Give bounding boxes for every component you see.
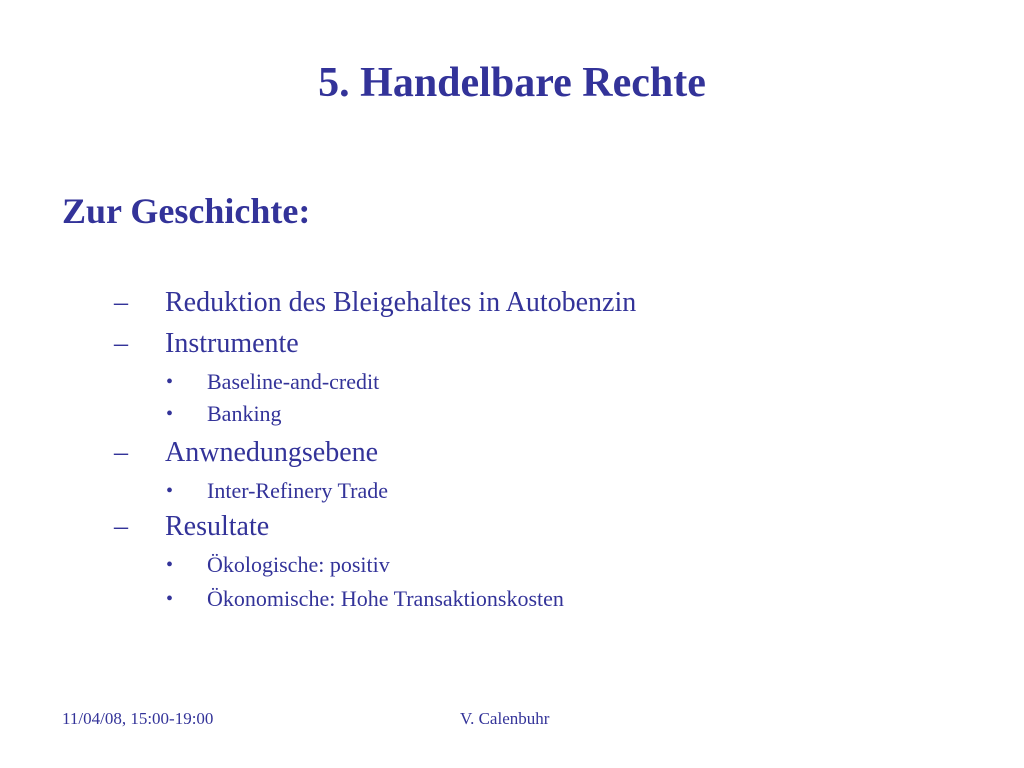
list-item [0, 509, 1024, 545]
slide-title: 5. Handelbare Rechte [318, 60, 706, 106]
list-item [0, 326, 1024, 362]
dash-marker: – [114, 437, 128, 468]
bullet-marker: • [166, 554, 174, 576]
list-item [0, 285, 1024, 321]
list-item [0, 435, 1024, 471]
bullet-marker: • [166, 403, 174, 425]
sub-list-item-text: Ökologische: positiv [207, 552, 390, 577]
sub-list-item-text: Ökonomische: Hohe Transaktionskosten [207, 586, 564, 611]
list-item-text: Reduktion des Bleigehaltes in Autobenzin [165, 287, 637, 318]
bullet-marker: • [166, 371, 174, 393]
bullet-marker: • [166, 480, 174, 502]
footer-date: 11/04/08, 15:00-19:00 [62, 709, 214, 728]
dash-marker: – [114, 287, 128, 318]
dash-marker: – [114, 328, 128, 359]
sub-list-item [0, 368, 1024, 396]
sub-list-item [0, 477, 1024, 505]
sub-list-item-text: Inter-Refinery Trade [207, 478, 389, 503]
sub-list-item [0, 585, 1024, 613]
sub-list-item-text: Baseline-and-credit [207, 369, 380, 394]
sub-list-item-text: Banking [207, 401, 282, 426]
section-heading: Zur Geschichte: [62, 191, 311, 231]
dash-marker: – [114, 511, 128, 542]
bullet-marker: • [166, 588, 174, 610]
sub-list-item [0, 551, 1024, 579]
footer-author: V. Calenbuhr [460, 709, 550, 728]
list-item-text: Instrumente [165, 328, 299, 359]
list-item-text: Resultate [165, 511, 270, 542]
sub-list-item [0, 400, 1024, 428]
list-item-text: Anwnedungsebene [165, 437, 379, 468]
